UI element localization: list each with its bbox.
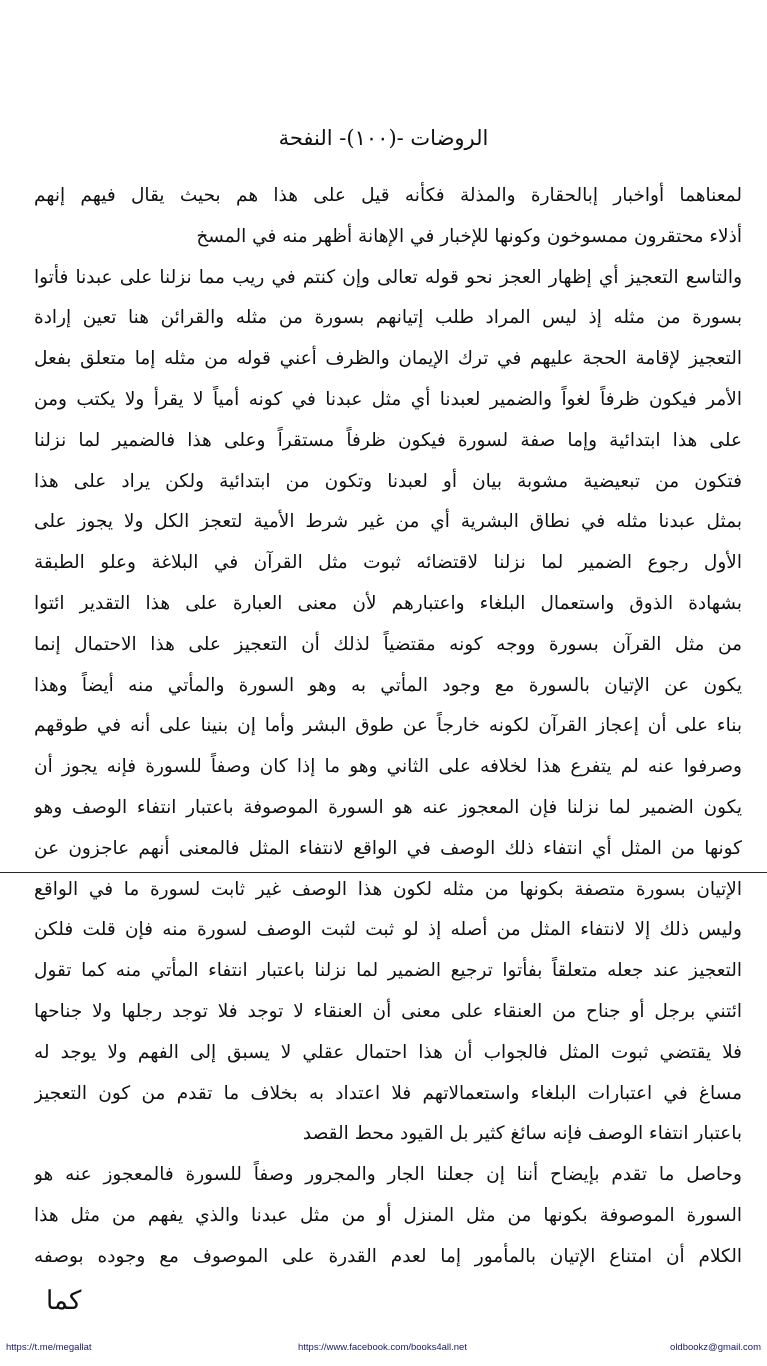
footer-facebook-link[interactable]: https://www.facebook.com/books4all.net	[298, 1342, 467, 1353]
text-line: والتاسع التعجيز أي إظهار العجز نحو قوله تعالى وإن كنتم في ريب مما نزلنا على عبدنا فأتوا	[34, 266, 742, 288]
text-line: من مثل القرآن بسورة ووجه كونه مقتضياً لذلك أن التعجيز على هذا الاحتمال إنما	[34, 633, 742, 655]
text-line: بشهادة الذوق واستعمال البلغاء واعتبارهم لأن معنى العبارة على هذا التقدير ائتوا	[34, 592, 742, 614]
body-text	[34, 176, 742, 1278]
text-line: التعجيز عند جعله متعلقاً بفأتوا ترجيع الضمير لما نزلنا باعتبار انتفاء المأتي منه كما تقول	[34, 960, 742, 982]
text-line: الإتيان بسورة متصفة بكونها من مثله لكون هذا الوصف غير ثابت لسورة ما في الواقع	[34, 878, 742, 900]
text-line: يكون الضمير لما نزلنا فإن المعجوز عنه هو السورة الموصوفة باعتبار انتفاء الوصف وهو	[34, 796, 742, 818]
text-line: السورة الموصوفة بكونها من مثل المنزل أو من مثل عبدنا والذي يفهم من مثل هذا	[34, 1204, 742, 1226]
text-line: باعتبار انتفاء الوصف فإنه سائغ كثير بل القيود محط القصد	[302, 1123, 742, 1145]
text-line: وصرفوا عنه لم يتفرع هذا لخلافه على الثاني وهو ما إذا كان وصفاً للسورة فإنه يجوز أن	[34, 756, 742, 778]
text-line: الكلام أن امتناع الإتيان بالمأمور إما لعدم القدرة على الموصوف مع وجوده بوصفه	[34, 1245, 742, 1267]
text-line: ائتني برجل أو جناح من العنقاء على معنى أن العنقاء لا توجد فلا توجد رجلها ولا جناحها	[34, 1000, 742, 1022]
text-line: أذلاء محتقرون ممسوخون وكونها للإخبار في الإهانة أظهر منه في المسخ	[196, 225, 742, 247]
text-line: بمثل عبدنا مثله في نطاق البشرية أي من غير شرط الأمية لتعجز الكل ولا يجوز على	[34, 511, 742, 533]
text-line: مساغ في اعتبارات البلغاء واستعمالاتهم فلا اعتداد به بخلاف ما تقدم من كون التعجيز	[34, 1082, 742, 1104]
text-line: يكون عن الإتيان بالسورة مع وجود المأتي به وهو السورة والمأتي منه أيضاً وهذا	[34, 674, 742, 696]
text-line: الأول رجوع الضمير لما نزلنا لاقتضائه ثبوت مثل القرآن في البلاغة وعلو الطبقة	[34, 552, 742, 574]
text-line: بسورة من مثله إذ ليس المراد طلب إتيانهم بسورة من مثله والقرائن هنا تعين إرادة	[34, 307, 742, 329]
footer-telegram-link[interactable]: https://t.me/megallat	[6, 1342, 92, 1353]
text-line: بناء على أن إعجاز القرآن لكونه خارجاً عن طوق البشر وأما إن بنينا على أنه في طوقهم	[34, 715, 742, 737]
text-line: فتكون من تبعيضية مشوبة بيان أو لعبدنا وتكون من ابتدائية ولكن يراد على هذا	[34, 470, 742, 492]
page-header: الروضات -(١٠٠)- النفحة	[278, 126, 489, 150]
text-line: وليس ذلك إلا لانتفاء المثل من أصله إذ لو ثبت لثبت الوصف لسورة منه فإن قلت فلكن	[34, 919, 742, 941]
text-line: الأمر فيكون ظرفاً لغواً والضمير لعبدنا أي مثل عبدنا في كونه أمياً لا يقرأ ولا يكتب ومن	[34, 388, 742, 410]
text-line: التعجيز لإقامة الحجة عليهم في ترك الإيمان والظرف أعني قوله من مثله إما متعلق بفعل	[34, 348, 742, 370]
catchword: كما	[46, 1286, 82, 1316]
text-line: وحاصل ما تقدم بإيضاح أننا إن جعلنا الجار والمجرور وصفاً للسورة فالمعجوز عنه هو	[34, 1164, 742, 1186]
footer	[0, 1342, 767, 1358]
footer-email-link[interactable]: oldbookz@gmail.com	[670, 1342, 761, 1353]
text-line: كونها من المثل أي انتفاء ذلك الوصف في الواقع لانتفاء المثل فالمعنى أنهم عاجزون عن	[34, 837, 742, 859]
text-line: فلا يقتضي ثبوت المثل فالجواب أن هذا احتمال عقلي لا يسبق إلى الفهم ولا يوجد له	[34, 1041, 742, 1063]
scan-line-artifact	[0, 872, 767, 873]
text-line: على هذا ابتدائية وإما صفة لسورة فيكون ظرفاً مستقراً وعلى هذا فالضمير لما نزلنا	[34, 429, 742, 451]
text-line: لمعناهما أواخبار إبالحقارة والمذلة فكأنه قيل على هذا هم بحيث يقال فيهم إنهم	[34, 185, 742, 206]
